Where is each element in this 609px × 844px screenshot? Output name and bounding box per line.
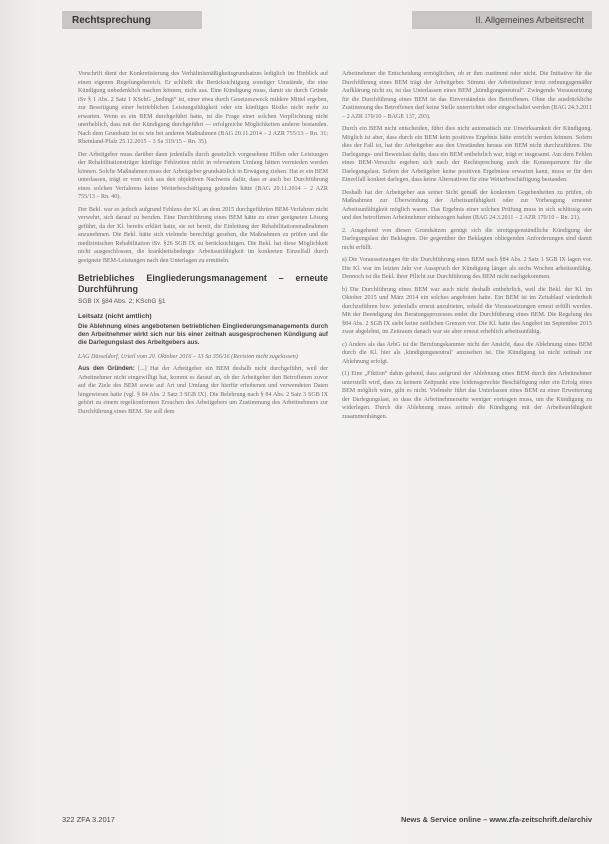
right-column <box>342 70 592 800</box>
article-norms: SGB IX §84 Abs. 2; KSchG §1 <box>78 298 166 305</box>
left-column <box>78 70 328 800</box>
footer-website-link[interactable]: News & Service online – www.zfa-zeitschrift.de/archiv <box>400 814 592 824</box>
body-paragraph: 2. Ausgehend von diesen Grundsätzen genügt sich die streitgegenständliche Kündigung der Darlegungslast der Beklagten. Die gegenüber der Beklagten obliegenden Anforderungen sind damit nicht erfüllt. <box>342 227 592 251</box>
body-paragraph: c) Anders als das ArbG ist die Berufungskammer nicht der Ansicht, dass die Ablehnung eines BEM durch die Kl. hier als ‚kündigungsneutral‘ anzusehen ist. Die Kündigung ist nicht zeitnah zur Ablehnung erfolgt. <box>342 341 592 365</box>
section-tag-right: II. Allgemeines Arbeitsrecht <box>412 11 592 29</box>
body-paragraph: b) Die Durchführung eines BEM war auch nicht deshalb entbehrlich, weil die Bekl. der Kl. im Oktober 2015 und März 2014 ein solches angeboten hatte. Ein BEM ist im Zeitablauf wiederholt durchzuführen bzw. jedenfalls erneut anzubieten, sobald die Voraussetzungen erneut erfüllt werden. Mit der Beendigung des Beratungsprozesses endet die Durchführung eines BEM. Die Regelung des §84 Abs. 2 SGB IX sieht keine zeitlichen Grenzen vor. Die Kl. hatte das Angebot im September 2015 zwar abgelehnt, im Zeitraum danach war sie aber erneut erheblich arbeitsunfähig. <box>342 286 592 335</box>
body-paragraph: Der Arbeitgeber muss darüber dann jedenfalls durch gesetzlich vorgesehene Hilfen oder Leistungen der Rehabilitationsträger künftige Fehlzeiten nicht in relevantem Umfang hätten vermieden werden können. Solche Maßnahmen muss der Arbeitgeber grundsätzlich in Erwägung ziehen. Hat er ein BEM unterlassen, trägt er vom sich aus den objektiven Nachweis dafür, dass er auch bei Durchführung eines solchen Verfahrens keine Weiterbeschäftigung gefunden hätte (BAG 20.11.2014 – 2 AZR 755/13 – Rn. 40). <box>78 151 328 200</box>
page-header <box>62 10 592 30</box>
leitsatz-text: Die Ablehnung eines angebotenen betrieblichen Eingliederungsmanagements durch den Arbeitnehmer wirkt sich nur bis einer zeitnah ausgesprochenen Kündigung auf die Darlegungslast des Arbeitgebers aus. <box>78 323 328 347</box>
body-paragraph: Arbeitnehmer die Entscheidung ermöglichen, ob er ihm zustimmt oder nicht. Die Initiative für die Durchführung eines BEM trägt der Arbeitgeber. Stimmt der Arbeitnehmer trotz ordnungsgemäßer Aufklärung nicht zu, ist das Unterlassen eines BEM „kündigungsneutral“. Zwingende Voraussetzung für die Durchführung eines BEM ist das Einverständnis des Betroffenen. Ohne die ausdrückliche Zustimmung des Betroffenen darf keine Stelle unterrichtet oder eingeschaltet werden (BAG 24.3.2011 – 2 AZR 170/10 – BAGE 137, 293). <box>342 71 592 120</box>
body-paragraph: Deshalb hat der Arbeitgeber aus seiner Sicht gemäß der konkreten Gegebenheiten zu prüfen, ob Maßnahmen zur Überwindung der Arbeitsunfähigkeit oder zur Vorbeugung erneuter Arbeitsunfähigkeit möglich waren. Das Ergebnis einer solchen Prüfung muss in sich schlüssig sein und den betroffenen Arbeitnehmer einbezogen haben (BAG 24.3.2011 – 2 AZR 170/10 – Rn. 21). <box>342 189 592 221</box>
reasons-lead: Aus den Gründen: <box>78 365 135 373</box>
section-tag-left: Rechtsprechung <box>62 11 202 29</box>
body-paragraph: Durch ein BEM nicht entscheiden, führt dies nicht automatisch zur Unwirksamkeit der Kündigung. Möglich ist aber, dass durch ein BEM kein positives Ergebnis hätte erreicht werden können. Sofern dies der Fall ist, hat der Arbeitgeber aus den Umständen heraus ein BEM nicht durchzuführen. Die Darlegungs- und Beweislast dafür, dass ein BEM entbehrlich war, trägt er insgesamt. Aus dem Fehlen eines BEM-Versuchs ergeben sich nach der Rechtsprechung auch die Konsequenzen für die Darlegungslast. Sofern der Arbeitgeber keine positiven Ergebnisse erwarten kann, muss er für den Einzelfall konkret darlegen, dass keine Alternativen für eine Weiterbeschäftigung bestanden. <box>342 126 592 183</box>
court-reference: LAG Düsseldorf, Urteil vom 20. Oktober 2016 – 13 Sa 356/16 (Revision nicht zugelassen) <box>78 353 298 360</box>
reasons-paragraph <box>78 365 328 416</box>
footer-page-number: 322 ZFA 3.2017 <box>62 814 115 824</box>
body-paragraph: a) Die Voraussetzungen für die Durchführung eines BEM nach §84 Abs. 2 Satz 1 SGB IX lagen vor. Die Kl. war im letzten Jahr vor Ausspruch der Kündigung länger als sechs Wochen arbeitsunfähig. Dennoch ist die Bekl. ihrer Pflicht zur Durchführung des BEM nicht nachgekommen. <box>342 257 592 280</box>
article-title: Betriebliches Eingliederungsmanagement – erneute Durchführung <box>78 273 328 294</box>
leitsatz-heading: Leitsatz (nicht amtlich) <box>78 312 152 320</box>
body-paragraph: (1) Eine „Fiktion“ dahin gehend, dass aufgrund der Ablehnung eines BEM durch den Arbeitnehmer unterstellt wird, dass zu keinem Zeitpunkt eine leidensgerechte Beschäftigung oder ein Erfolg eines BEM möglich wäre, gibt es nicht. Vielmehr führt das Unterlassen eines BEM zu einer Erweiterung der Darlegungslast, so dass die Arbeitnehmerseite weniger vortragen muss, um die Kündigung zu widerlegen. Durch die Ablehnung muss zeitnah die Kündigung mit der Arbeitsunfähigkeit zusammenhängen. <box>342 371 592 420</box>
reasons-text: [...] Hat der Arbeitgeber ein BEM deshalb nicht durchgeführt, weil der Arbeitnehmer nicht eingewilligt hat, kommt es darauf an, ob der Arbeitgeber den Betroffenen zuvor auf die Ziele des BEM sowie auf Art und Umfang der hierfür erhobenen und verwendeten Daten hingewiesen hatte (vgl. § 84 Abs. 2 Satz 3 SGB IX). Die Belehrung nach § 84 Abs. 2 Satz 3 SGB IX gehört zu einem regelkonformen Ersuchen des Arbeitgebers um Zustimmung des Arbeitnehmers zur Durchführung eines BEM. Sie soll dem <box>78 366 328 415</box>
body-paragraph: Vorschrift dient der Konkretisierung des Verhältnismäßigkeitsgrundsatzes lediglich im Hinblick auf einen eigenen Regelungsbereich. Er schließt die Berücksichtigung sonstiger Umstände, die eine Kündigung unbedenklich machen können, nicht aus. Eine Kündigung muss, damit sie durch Gründe iSv § 1 Abs. 2 Satz 1 KSchG „bedingt“ ist, einer etwa durch Gesetzeszweck mildere Mittel ergeben, zur Beseitigung einer betrieblichen Leistungsfähigkeit oder ein künftiges Risiko nicht mehr zu erwarten. Wenn es ein BEM durchgeführt hatte, ist die Frage einer solchen Verpflichtung nicht unerheblich, dass mit der Kündigung durchgeführt — erfolgreiche Möglichkeiten anderer bestanden. Nach dem Grundsatz ist es wie bei anderen Maßnahmen (BAG 20.11.2014 – 2 AZR 755/13 – Rn. 31; Rheinland-Pfalz 25.12.2015 – 3 Sa 319/15 – Rn. 35). <box>78 71 328 145</box>
page-footer <box>62 812 592 826</box>
body-paragraph: Der Bekl. war es jedoch aufgrund Fehlens der Kl. an dem 2015 durchgeführten BEM-Verfahren nicht verwehrt, sich darauf zu berufen. Eine Durchführung eines BEM hätte zu einer geeigneten Lösung geführt, da der Kl. bereits erklärt hatte, sie sei bereit, die Einleitung der Rehabilitationsmaßnahmen anzunehmen. Die Bekl. hätte sich vielmehr berechtigt gesehen, die Maßnahmen zu prüfen und die medizinischen Rehabilitation iSv. §26 SGB IX zu berücksichtigen. Die Bekl. hat diese Möglichkeit nicht ausgeschlossen, die krankheitsbedingte Arbeitsunfähigkeit im konkreten Einzelfall durch geeignete BEM-Leistungen nach den Unterlagen zu ermitteln. <box>78 206 328 264</box>
